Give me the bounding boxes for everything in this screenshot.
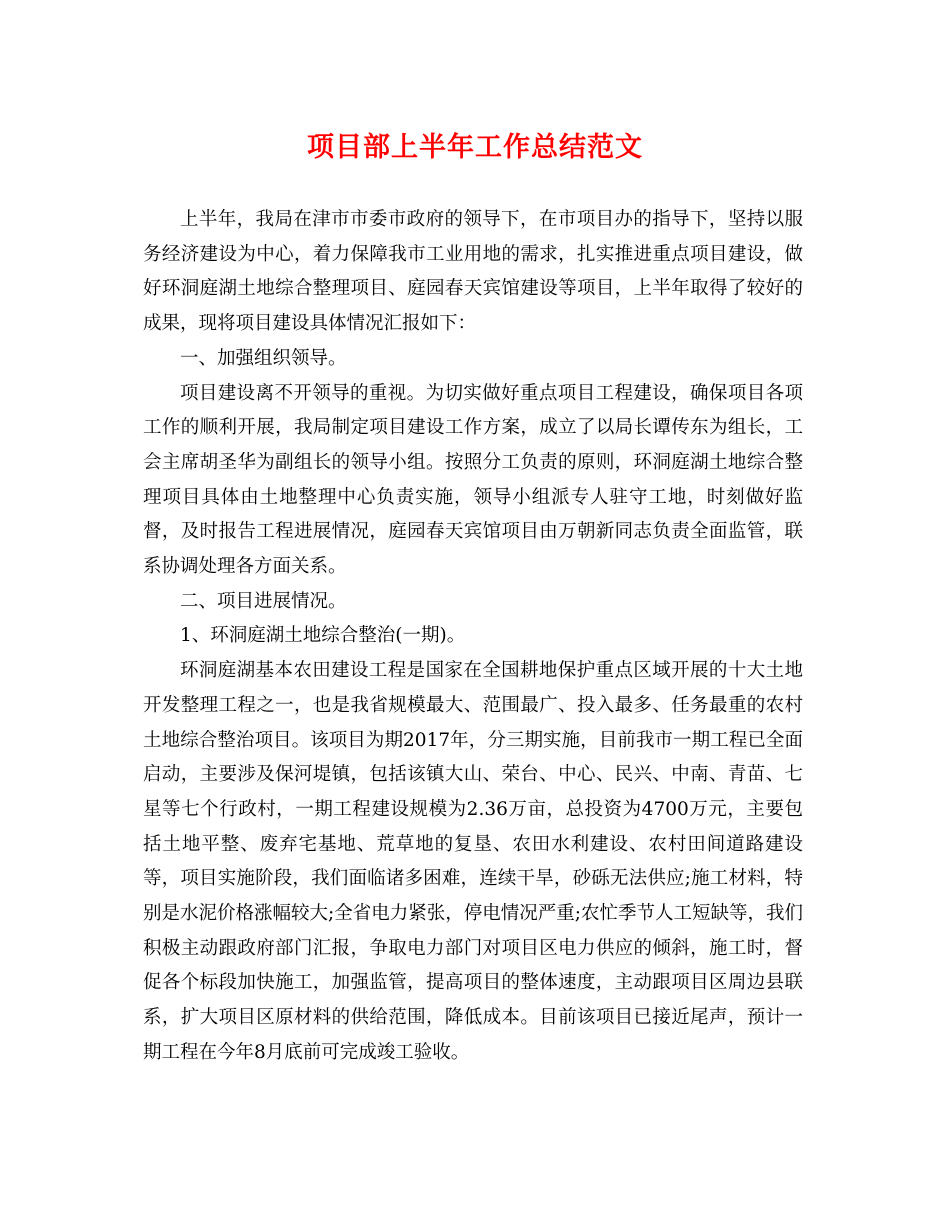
section-heading-1: 一、加强组织领导。 <box>180 347 347 369</box>
section-heading-2: 二、项目进展情况。 <box>180 590 347 612</box>
document-body <box>143 203 803 1071</box>
paragraph-project-detail: 环洞庭湖基本农田建设工程是国家在全国耕地保护重点区域开展的十大土地开发整理工程之一，也是我省规模最大、范围最广、投入最多、任务最重的农村土地综合整治项目。该项目为期2017年，分三期实施，目前我市一期工程已全面启动，主要涉及保河堤镇，包括该镇大山、荣台、中心、民兴、中南、青苗、七星等七个行政村，一期工程建设规模为2.36万亩，总投资为4700万元，主要包括土地平整、废弃宅基地、荒草地的复垦、农田水利建设、农村田间道路建设等，项目实施阶段，我们面临诸多困难，连续干旱，砂砾无法供应;施工材料，特别是水泥价格涨幅较大;全省电力紧张，停电情况严重;农忙季节人工短缺等，我们积极主动跟政府部门汇报，争取电力部门对项目区电力供应的倾斜，施工时，督促各个标段加快施工，加强监管，提高项目的整体速度，主动跟项目区周边县联系，扩大项目区原材料的供给范围，降低成本。目前该项目已接近尾声，预计一期工程在今年8月底前可完成竣工验收。 <box>143 660 803 1063</box>
document-title: 项目部上半年工作总结范文 <box>307 132 643 163</box>
paragraph-intro: 上半年，我局在津市市委市政府的领导下，在市项目办的指导下，坚持以服务经济建设为中心，着力保障我市工业用地的需求，扎实推进重点项目建设，做好环洞庭湖土地综合整理项目、庭园春天宾馆建设等项目，上半年取得了较好的成果，现将项目建设具体情况汇报如下： <box>143 209 803 335</box>
paragraph-leadership: 项目建设离不开领导的重视。为切实做好重点项目工程建设，确保项目各项工作的顺利开展，我局制定项目建设工作方案，成立了以局长谭传东为组长，工会主席胡圣华为副组长的领导小组。按照分工负责的原则，环洞庭湖土地综合整理项目具体由土地整理中心负责实施，领导小组派专人驻守工地，时刻做好监督，及时报告工程进展情况，庭园春天宾馆项目由万朝新同志负责全面监管，联系协调处理各方面关系。 <box>143 382 803 578</box>
subsection-heading-1: 1、环洞庭湖土地综合整治(一期)。 <box>180 625 466 647</box>
